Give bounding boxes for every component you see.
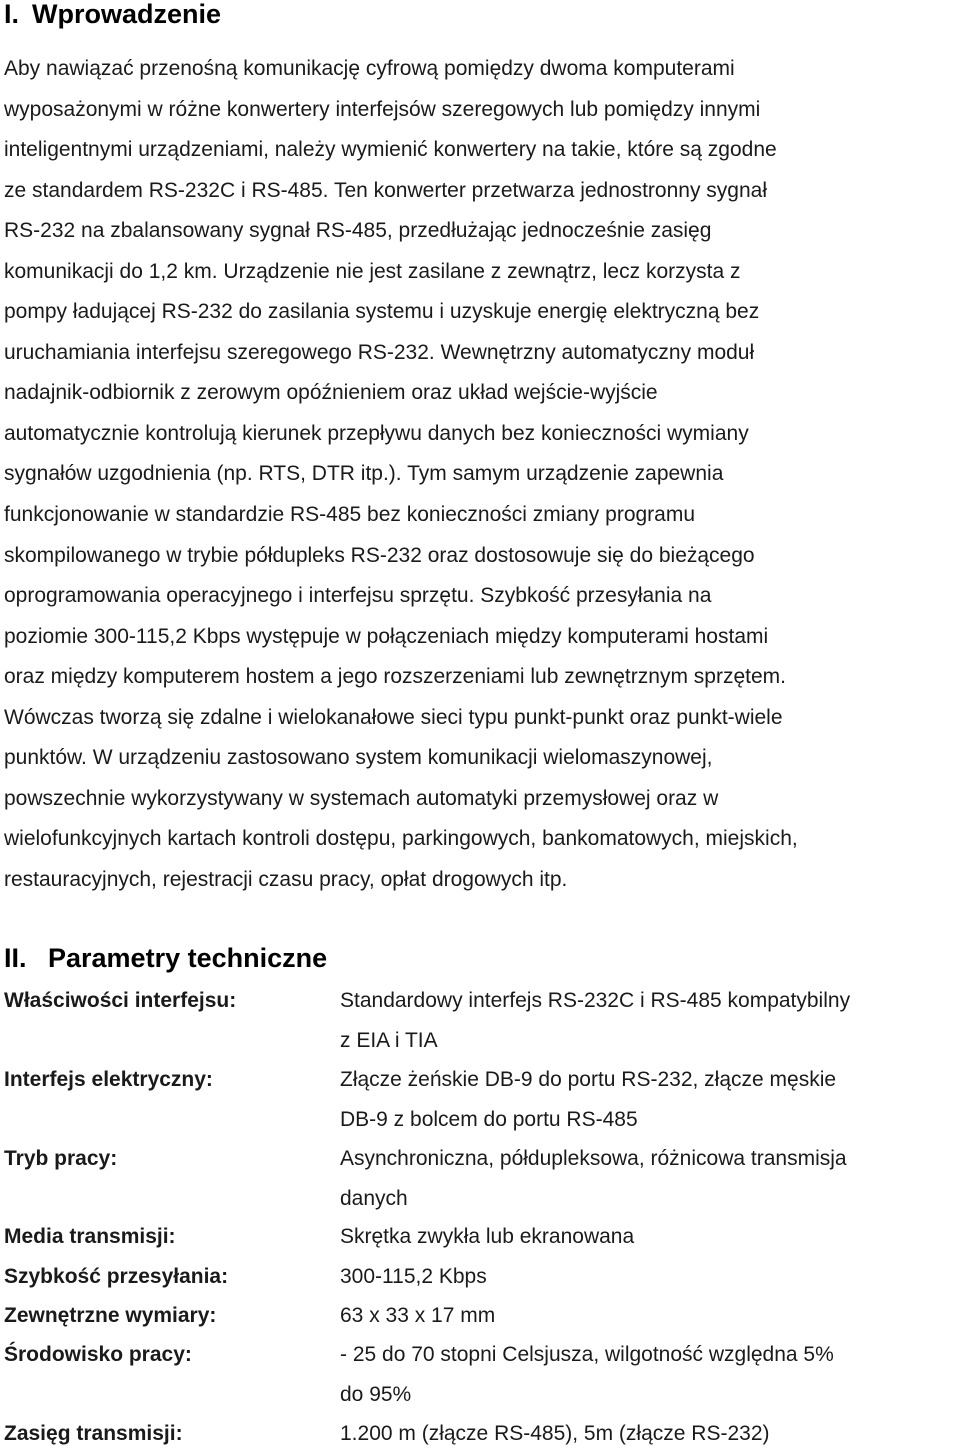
intro-line: wielofunkcyjnych kartach kontroli dostępu, parkingowych, bankomatowych, miejskich, [4,827,798,851]
intro-line: pompy ładującej RS-232 do zasilania systemu i uzyskuje energię elektryczną bez [4,300,760,324]
intro-line: oprogramowania operacyjnego i interfejsu sprzętu. Szybkość przesyłania na [4,584,712,608]
spec-value [340,981,960,1060]
spec-label: Media transmisji: [4,1225,176,1248]
spec-value-line: do 95% [340,1382,412,1406]
intro-line: restauracyjnych, rejestracji czasu pracy, opłat drogowych itp. [4,867,568,891]
intro-line: funkcjonowanie w standardzie RS-485 bez konieczności zmiany programu [4,503,696,527]
intro-line: komunikacji do 1,2 km. Urządzenie nie jest zasilane z zewnątrz, lecz korzysta z [4,259,741,283]
spec-value-line: Asynchroniczna, półdupleksowa, różnicowa transmisja [340,1147,847,1170]
section-heading-introduction [4,0,221,30]
spec-value-line: Standardowy interfejs RS-232C i RS-485 kompatybilny [340,989,851,1012]
intro-line: oraz między komputerem hostem a jego rozszerzeniami lub zewnętrznym sprzętem. [4,665,786,689]
spec-value-line: Skrętka zwykła lub ekranowana [340,1225,635,1248]
spec-value-line: 63 x 33 x 17 mm [340,1304,496,1327]
intro-line: Wówczas tworzą się zdalne i wielokanałowe sieci typu punkt-punkt oraz punkt-wiele [4,705,783,729]
intro-line: punktów. W urządzeniu zastosowano system komunikacji wielomaszynowej, [4,746,713,770]
spec-label: Zewnętrzne wymiary: [4,1304,217,1327]
spec-value-line: z EIA i TIA [340,1028,438,1052]
intro-paragraph [4,49,960,900]
spec-value [340,1139,960,1218]
intro-line: nadajnik-odbiornik z zerowym opóźnieniem oraz układ wejście-wyjście [4,381,658,405]
intro-line: Aby nawiązać przenośną komunikację cyfrową pomiędzy dwoma komputerami [4,57,735,80]
intro-line: skompilowanego w trybie półdupleks RS-232 oraz dostosowuje się do bieżącego [4,543,755,567]
spec-value-line: 300-115,2 Kbps [340,1265,487,1288]
intro-line: ze standardem RS-232C i RS-485. Ten konwerter przetwarza jednostronny sygnał [4,178,767,202]
spec-label: Środowisko pracy: [4,1343,192,1366]
section-title: Parametry techniczne [48,943,328,973]
spec-value [340,1257,960,1297]
intro-line: automatycznie kontrolują kierunek przepływu danych bez konieczności wymiany [4,421,749,445]
section-number: II. [4,943,27,973]
intro-line: wyposażonymi w różne konwertery interfejsów szeregowych lub pomiędzy innymi [4,97,761,121]
spec-value-line: DB-9 z bolcem do portu RS-485 [340,1107,638,1131]
spec-value [340,1296,960,1336]
intro-line: poziomie 300-115,2 Kbps występuje w połączeniach między komputerami hostami [4,624,769,648]
intro-line: RS-232 na zbalansowany sygnał RS-485, przedłużając jednocześnie zasięg [4,219,712,243]
spec-value-line: Złącze żeńskie DB-9 do portu RS-232, złącze męskie [340,1068,837,1091]
section-heading-technical-parameters [4,942,327,974]
section-title: Wprowadzenie [32,0,222,29]
spec-label: Interfejs elektryczny: [4,1068,213,1091]
spec-value-line: - 25 do 70 stopni Celsjusza, wilgotność względna 5% [340,1343,834,1366]
spec-value [340,1414,960,1454]
spec-label: Tryb pracy: [4,1147,118,1170]
spec-label: Szybkość przesyłania: [4,1265,229,1288]
intro-line: inteligentnymi urządzeniami, należy wymienić konwertery na takie, które są zgodne [4,138,777,162]
spec-value [340,1335,960,1414]
spec-value-line: danych [340,1186,408,1210]
spec-label: Zasięg transmisji: [4,1422,183,1445]
intro-line: sygnałów uzgodnienia (np. RTS, DTR itp.). Tym samym urządzenie zapewnia [4,462,724,486]
section-number: I. [4,0,20,29]
spec-value [340,1060,960,1139]
intro-line: powszechnie wykorzystywany w systemach automatyki przemysłowej oraz w [4,786,719,810]
spec-value [340,1217,960,1257]
intro-line: uruchamiania interfejsu szeregowego RS-232. Wewnętrzny automatyczny moduł [4,340,755,364]
spec-value-line: 1.200 m (złącze RS-485), 5m (złącze RS-232) [340,1422,770,1445]
spec-label: Właściwości interfejsu: [4,989,237,1012]
